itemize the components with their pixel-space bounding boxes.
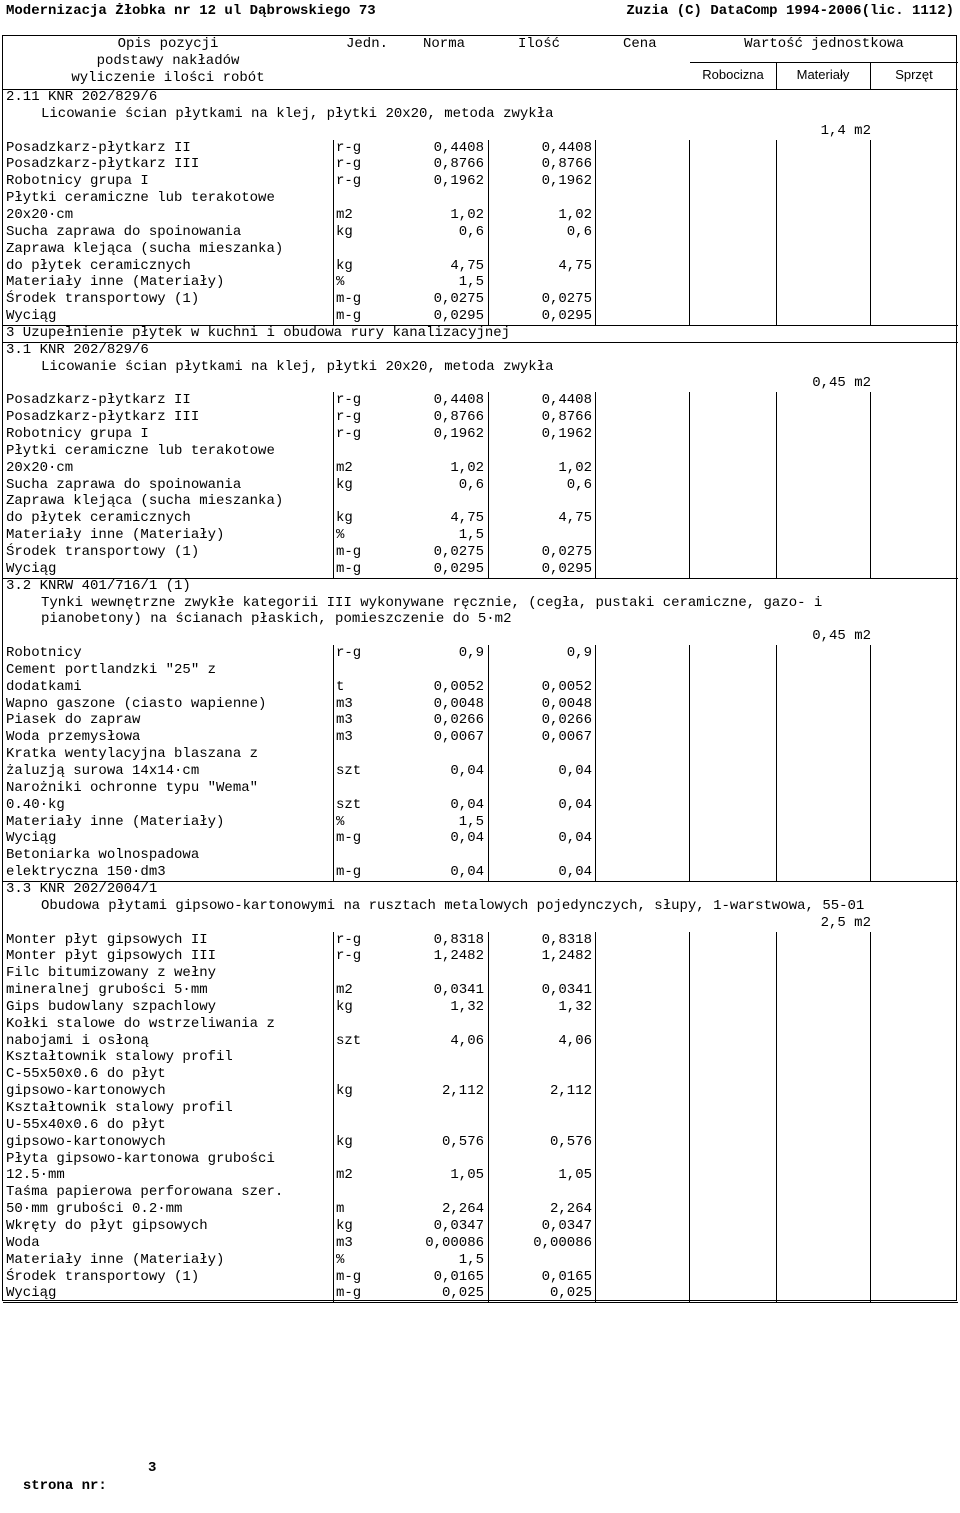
item-qty: 0,8318 <box>541 931 592 948</box>
header-col-mat-divider <box>870 62 871 89</box>
item-norm: 0,0275 <box>433 543 484 560</box>
item-description: mineralnej grubości 5·mm <box>6 982 208 999</box>
item-norm: 0,04 <box>450 796 484 813</box>
col-price: Cena <box>623 36 657 52</box>
item-norm: 0,8766 <box>433 409 484 426</box>
item-norm: 0,025 <box>441 1285 484 1302</box>
col-norm: Norma <box>423 36 466 52</box>
item-description: U-55x40x0.6 do płyt <box>6 1116 166 1133</box>
item-description: Zaprawa klejąca (sucha mieszanka) <box>6 240 284 257</box>
item-description: Środek transportowy (1) <box>6 1268 200 1285</box>
item-description: elektryczna 150·dm3 <box>6 864 166 881</box>
item-unit: kg <box>336 257 353 274</box>
item-unit: r-g <box>336 645 362 662</box>
col-desc-line3: wyliczenie ilości robót <box>71 70 265 86</box>
item-description: Materiały inne (Materiały) <box>6 274 225 291</box>
item-qty: 0,0295 <box>541 560 592 577</box>
item-qty: 0,4408 <box>541 392 592 409</box>
item-unit: r-g <box>336 173 362 190</box>
item-description: Wyciąg <box>6 830 57 847</box>
col-unit: Jedn. <box>346 36 389 52</box>
item-norm: 1,05 <box>450 1167 484 1184</box>
item-qty: 0,0275 <box>541 291 592 308</box>
item-qty: 0,6 <box>566 223 592 240</box>
block-bottom-line <box>3 1302 958 1303</box>
item-unit: m-g <box>336 1285 362 1302</box>
software-info: Zuzia (C) DataComp 1994-2006(lic. 1112) <box>626 3 954 19</box>
item-norm: 0,0295 <box>433 308 484 325</box>
grid-col-4 <box>776 140 777 325</box>
item-norm: 1,2482 <box>433 948 484 965</box>
position-amount: 0,45 m2 <box>812 628 871 645</box>
item-description: Materiały inne (Materiały) <box>6 1251 225 1268</box>
item-qty: 0,04 <box>558 763 592 779</box>
grid-col-5 <box>870 140 871 325</box>
item-unit: kg <box>336 1083 353 1100</box>
item-norm: 2,264 <box>441 1201 484 1218</box>
item-unit: kg <box>336 476 353 493</box>
estimate-sheet <box>2 35 957 1301</box>
item-qty: 0,0341 <box>541 982 592 999</box>
position-number: 3.1 KNR 202/829/6 <box>6 341 149 358</box>
item-qty: 0,8766 <box>541 409 592 426</box>
item-description: do płytek ceramicznych <box>6 257 191 274</box>
item-description: Kołki stalowe do wstrzeliwania z <box>6 1015 275 1032</box>
item-description: 20x20·cm <box>6 206 74 223</box>
item-qty: 0,0052 <box>541 678 592 695</box>
item-description: Zaprawa klejąca (sucha mieszanka) <box>6 493 284 510</box>
item-unit: m-g <box>336 560 362 577</box>
unit-value-divider <box>690 62 958 63</box>
item-norm: 4,75 <box>450 257 484 274</box>
item-description: Posadzkarz-płytkarz II <box>6 139 191 156</box>
item-norm: 4,75 <box>450 510 484 527</box>
item-qty: 0,4408 <box>541 139 592 156</box>
item-norm: 0,0266 <box>433 712 484 729</box>
grid-col-4 <box>776 392 777 577</box>
position-number: 2.11 KNR 202/829/6 <box>6 89 158 105</box>
item-description: 50·mm grubości 0.2·mm <box>6 1201 183 1218</box>
item-qty: 1,05 <box>558 1167 592 1184</box>
item-qty: 0,00086 <box>533 1234 592 1251</box>
col-qty: Ilość <box>518 36 561 52</box>
item-description: dodatkami <box>6 678 82 695</box>
item-unit: kg <box>336 510 353 527</box>
item-unit: r-g <box>336 392 362 409</box>
item-unit: m <box>336 1201 345 1218</box>
item-description: gipsowo-kartonowych <box>6 1133 166 1150</box>
item-qty: 0,8766 <box>541 156 592 173</box>
grid-col-3 <box>689 140 690 325</box>
position-title: Licowanie ścian płytkami na klej, płytki 20x20, metoda zwykła <box>41 105 554 122</box>
item-norm: 0,0052 <box>433 678 484 695</box>
item-norm: 0,04 <box>450 763 484 779</box>
position-title: Licowanie ścian płytkami na klej, płytki 20x20, metoda zwykła <box>41 358 554 375</box>
item-description: 12.5·mm <box>6 1167 65 1184</box>
item-description: Płytki ceramiczne lub terakotowe <box>6 442 275 459</box>
item-norm: 0,4408 <box>433 392 484 409</box>
page-footer <box>6 1459 157 1513</box>
item-qty: 0,576 <box>549 1133 592 1150</box>
item-qty: 2,264 <box>549 1201 592 1218</box>
item-unit: m3 <box>336 712 353 729</box>
item-norm: 0,00086 <box>425 1234 484 1251</box>
item-description: Środek transportowy (1) <box>6 543 200 560</box>
grid-col-0 <box>333 392 334 577</box>
item-description: Sucha zaprawa do spoinowania <box>6 476 242 493</box>
grid-col-4 <box>776 645 777 881</box>
project-title: Modernizacja Żłobka nr 12 ul Dąbrowskiego 73 <box>6 3 376 19</box>
item-norm: 0,04 <box>450 830 484 847</box>
item-qty: 0,9 <box>566 645 592 662</box>
grid-col-4 <box>776 932 777 1303</box>
item-description: Woda przemysłowa <box>6 729 141 746</box>
item-norm: 1,32 <box>450 998 484 1015</box>
item-description: Posadzkarz-płytkarz III <box>6 409 200 426</box>
item-norm: 0,1962 <box>433 173 484 190</box>
item-qty: 0,0048 <box>541 695 592 712</box>
item-qty: 4,75 <box>558 510 592 527</box>
grid-col-3 <box>689 932 690 1303</box>
item-unit: m-g <box>336 543 362 560</box>
item-norm: 0,1962 <box>433 426 484 442</box>
item-norm: 0,0165 <box>433 1268 484 1285</box>
item-description: Wyciąg <box>6 560 57 577</box>
item-description: Sucha zaprawa do spoinowania <box>6 223 242 240</box>
item-description: Materiały inne (Materiały) <box>6 813 225 830</box>
item-norm: 1,5 <box>458 527 484 544</box>
grid-col-3 <box>689 392 690 577</box>
item-qty: 0,0275 <box>541 543 592 560</box>
item-description: Materiały inne (Materiały) <box>6 527 225 544</box>
item-description: Wyciąg <box>6 308 57 325</box>
item-unit: % <box>336 274 345 291</box>
item-unit: m3 <box>336 1234 353 1251</box>
grid-col-3 <box>689 645 690 881</box>
item-description: C-55x50x0.6 do płyt <box>6 1066 166 1083</box>
item-qty: 0,0067 <box>541 729 592 746</box>
item-qty: 0,04 <box>558 830 592 847</box>
item-norm: 1,5 <box>458 813 484 830</box>
col-unit-value: Wartość jednostkowa <box>744 36 904 52</box>
item-description: Kratka wentylacyjna blaszana z <box>6 746 259 763</box>
item-unit: kg <box>336 1217 353 1234</box>
item-description: Kształtownik stalowy profil <box>6 1100 233 1116</box>
item-norm: 0,0295 <box>433 560 484 577</box>
grid-col-2 <box>595 140 596 325</box>
item-qty: 0,6 <box>566 476 592 493</box>
item-qty: 0,04 <box>558 864 592 881</box>
item-unit: r-g <box>336 156 362 173</box>
item-description: gipsowo-kartonowych <box>6 1083 166 1100</box>
item-norm: 0,576 <box>441 1133 484 1150</box>
position-title: Tynki wewnętrzne zwykłe kategorii III wykonywane ręcznie, (cegła, pustaki ceramiczne, gazo- i <box>41 594 823 611</box>
grid-col-5 <box>870 932 871 1303</box>
grid-col-0 <box>333 140 334 325</box>
item-description: Płyta gipsowo-kartonowa grubości <box>6 1150 275 1167</box>
item-description: Wapno gaszone (ciasto wapienne) <box>6 695 267 712</box>
item-unit: % <box>336 527 345 544</box>
position-amount: 1,4 m2 <box>820 122 871 139</box>
grid-col-0 <box>333 932 334 1303</box>
item-description: 20x20·cm <box>6 459 74 476</box>
item-unit: szt <box>336 1032 362 1049</box>
position-amount: 2,5 m2 <box>820 914 871 931</box>
page-label: strona nr: <box>22 1478 107 1494</box>
grid-col-0 <box>333 645 334 881</box>
item-unit: r-g <box>336 139 362 156</box>
item-qty: 4,06 <box>558 1032 592 1049</box>
item-unit: t <box>336 678 345 695</box>
item-qty: 0,1962 <box>541 426 592 442</box>
item-norm: 0,0048 <box>433 695 484 712</box>
grid-col-2 <box>595 932 596 1303</box>
item-qty: 0,1962 <box>541 173 592 190</box>
item-description: Wyciąg <box>6 1285 57 1302</box>
item-norm: 0,6 <box>458 223 484 240</box>
item-unit: m2 <box>336 1167 353 1184</box>
item-unit: m-g <box>336 1268 362 1285</box>
grid-col-2 <box>595 645 596 881</box>
item-unit: kg <box>336 1133 353 1150</box>
item-description: Płytki ceramiczne lub terakotowe <box>6 190 275 207</box>
item-description: Posadzkarz-płytkarz II <box>6 392 191 409</box>
item-qty: 1,32 <box>558 998 592 1015</box>
item-norm: 0,0347 <box>433 1217 484 1234</box>
item-unit: kg <box>336 998 353 1015</box>
item-description: 0.40·kg <box>6 796 65 813</box>
item-norm: 0,9 <box>458 645 484 662</box>
item-description: Robotnicy <box>6 645 82 662</box>
item-description: Gips budowlany szpachlowy <box>6 998 217 1015</box>
page-header <box>6 2 954 20</box>
grid-col-5 <box>870 645 871 881</box>
item-norm: 0,0341 <box>433 982 484 999</box>
item-unit: % <box>336 1251 345 1268</box>
item-description: Kształtownik stalowy profil <box>6 1049 233 1066</box>
grid-col-1 <box>488 645 489 881</box>
item-qty: 0,0165 <box>541 1268 592 1285</box>
item-norm: 2,112 <box>441 1083 484 1100</box>
item-description: Robotnicy grupa I <box>6 426 149 442</box>
grid-col-5 <box>870 392 871 577</box>
col-desc-line1: Opis pozycji <box>117 36 219 52</box>
grid-col-1 <box>488 932 489 1303</box>
item-qty: 2,112 <box>549 1083 592 1100</box>
item-norm: 1,5 <box>458 274 484 291</box>
item-unit: % <box>336 813 345 830</box>
position-title: pianobetony) na ścianach płaskich, pomieszczenie do 5·m2 <box>41 611 512 628</box>
item-qty: 1,02 <box>558 459 592 476</box>
item-norm: 0,04 <box>450 864 484 881</box>
col-equipment: Sprzęt <box>895 67 933 82</box>
col-materials: Materiały <box>796 67 850 82</box>
item-description: Taśma papierowa perforowana szer. <box>6 1184 284 1201</box>
item-norm: 4,06 <box>450 1032 484 1049</box>
item-unit: r-g <box>336 931 362 948</box>
item-qty: 0,0295 <box>541 308 592 325</box>
item-unit: m-g <box>336 308 362 325</box>
item-description: Woda <box>6 1234 40 1251</box>
item-unit: szt <box>336 796 362 813</box>
item-unit: m2 <box>336 459 353 476</box>
item-description: Monter płyt gipsowych II <box>6 931 208 948</box>
position-number: 3.2 KNRW 401/716/1 (1) <box>6 577 191 594</box>
position-title: Obudowa płytami gipsowo-kartonowymi na rusztach metalowych pojedynczych, słupy, 1-warstwowa, 55-01 <box>41 897 865 914</box>
item-norm: 0,0275 <box>433 291 484 308</box>
col-labor: Robocizna <box>702 67 764 82</box>
position-number: 3.3 KNR 202/2004/1 <box>6 880 158 897</box>
item-description: nabojami i osłoną <box>6 1032 149 1049</box>
section-heading: 3 Uzupełnienie płytek w kuchni i obudowa rury kanalizacyjnej <box>6 324 511 341</box>
col-desc-line2: podstawy nakładów <box>96 53 240 69</box>
item-unit: r-g <box>336 409 362 426</box>
item-unit: r-g <box>336 948 362 965</box>
item-qty: 0,0347 <box>541 1217 592 1234</box>
item-norm: 0,0067 <box>433 729 484 746</box>
item-description: Monter płyt gipsowych III <box>6 948 217 965</box>
item-qty: 0,04 <box>558 796 592 813</box>
item-description: Piasek do zapraw <box>6 712 141 729</box>
position-amount: 0,45 m2 <box>812 375 871 392</box>
item-description: Filc bitumizowany z wełny <box>6 965 217 982</box>
item-qty: 1,02 <box>558 206 592 223</box>
item-unit: m2 <box>336 206 353 223</box>
item-description: Robotnicy grupa I <box>6 173 149 190</box>
item-unit: r-g <box>336 426 362 442</box>
item-unit: m-g <box>336 864 362 881</box>
grid-col-1 <box>488 140 489 325</box>
item-unit: m2 <box>336 982 353 999</box>
item-unit: m3 <box>336 695 353 712</box>
item-description: Wkręty do płyt gipsowych <box>6 1217 208 1234</box>
item-norm: 0,8766 <box>433 156 484 173</box>
grid-col-1 <box>488 392 489 577</box>
page-number: 3 <box>148 1460 157 1476</box>
item-qty: 4,75 <box>558 257 592 274</box>
item-norm: 1,5 <box>458 1251 484 1268</box>
item-norm: 0,6 <box>458 476 484 493</box>
item-norm: 0,8318 <box>433 931 484 948</box>
item-description: Środek transportowy (1) <box>6 291 200 308</box>
section-line-top <box>3 325 563 326</box>
header-col-labor-divider <box>776 62 777 89</box>
item-unit: kg <box>336 223 353 240</box>
item-norm: 0,4408 <box>433 139 484 156</box>
item-description: Betoniarka wolnospadowa <box>6 847 200 864</box>
item-norm: 1,02 <box>450 459 484 476</box>
item-unit: m3 <box>336 729 353 746</box>
item-unit: szt <box>336 763 362 779</box>
item-description: żaluzją surowa 14x14·cm <box>6 763 200 779</box>
item-unit: m-g <box>336 830 362 847</box>
item-description: Narożniki ochronne typu "Wema" <box>6 779 259 796</box>
item-qty: 0,0266 <box>541 712 592 729</box>
item-description: Posadzkarz-płytkarz III <box>6 156 200 173</box>
item-unit: m-g <box>336 291 362 308</box>
grid-col-2 <box>595 392 596 577</box>
item-qty: 0,025 <box>549 1285 592 1302</box>
item-description: do płytek ceramicznych <box>6 510 191 527</box>
item-description: Cement portlandzki "25" z <box>6 661 217 678</box>
item-norm: 1,02 <box>450 206 484 223</box>
item-qty: 1,2482 <box>541 948 592 965</box>
